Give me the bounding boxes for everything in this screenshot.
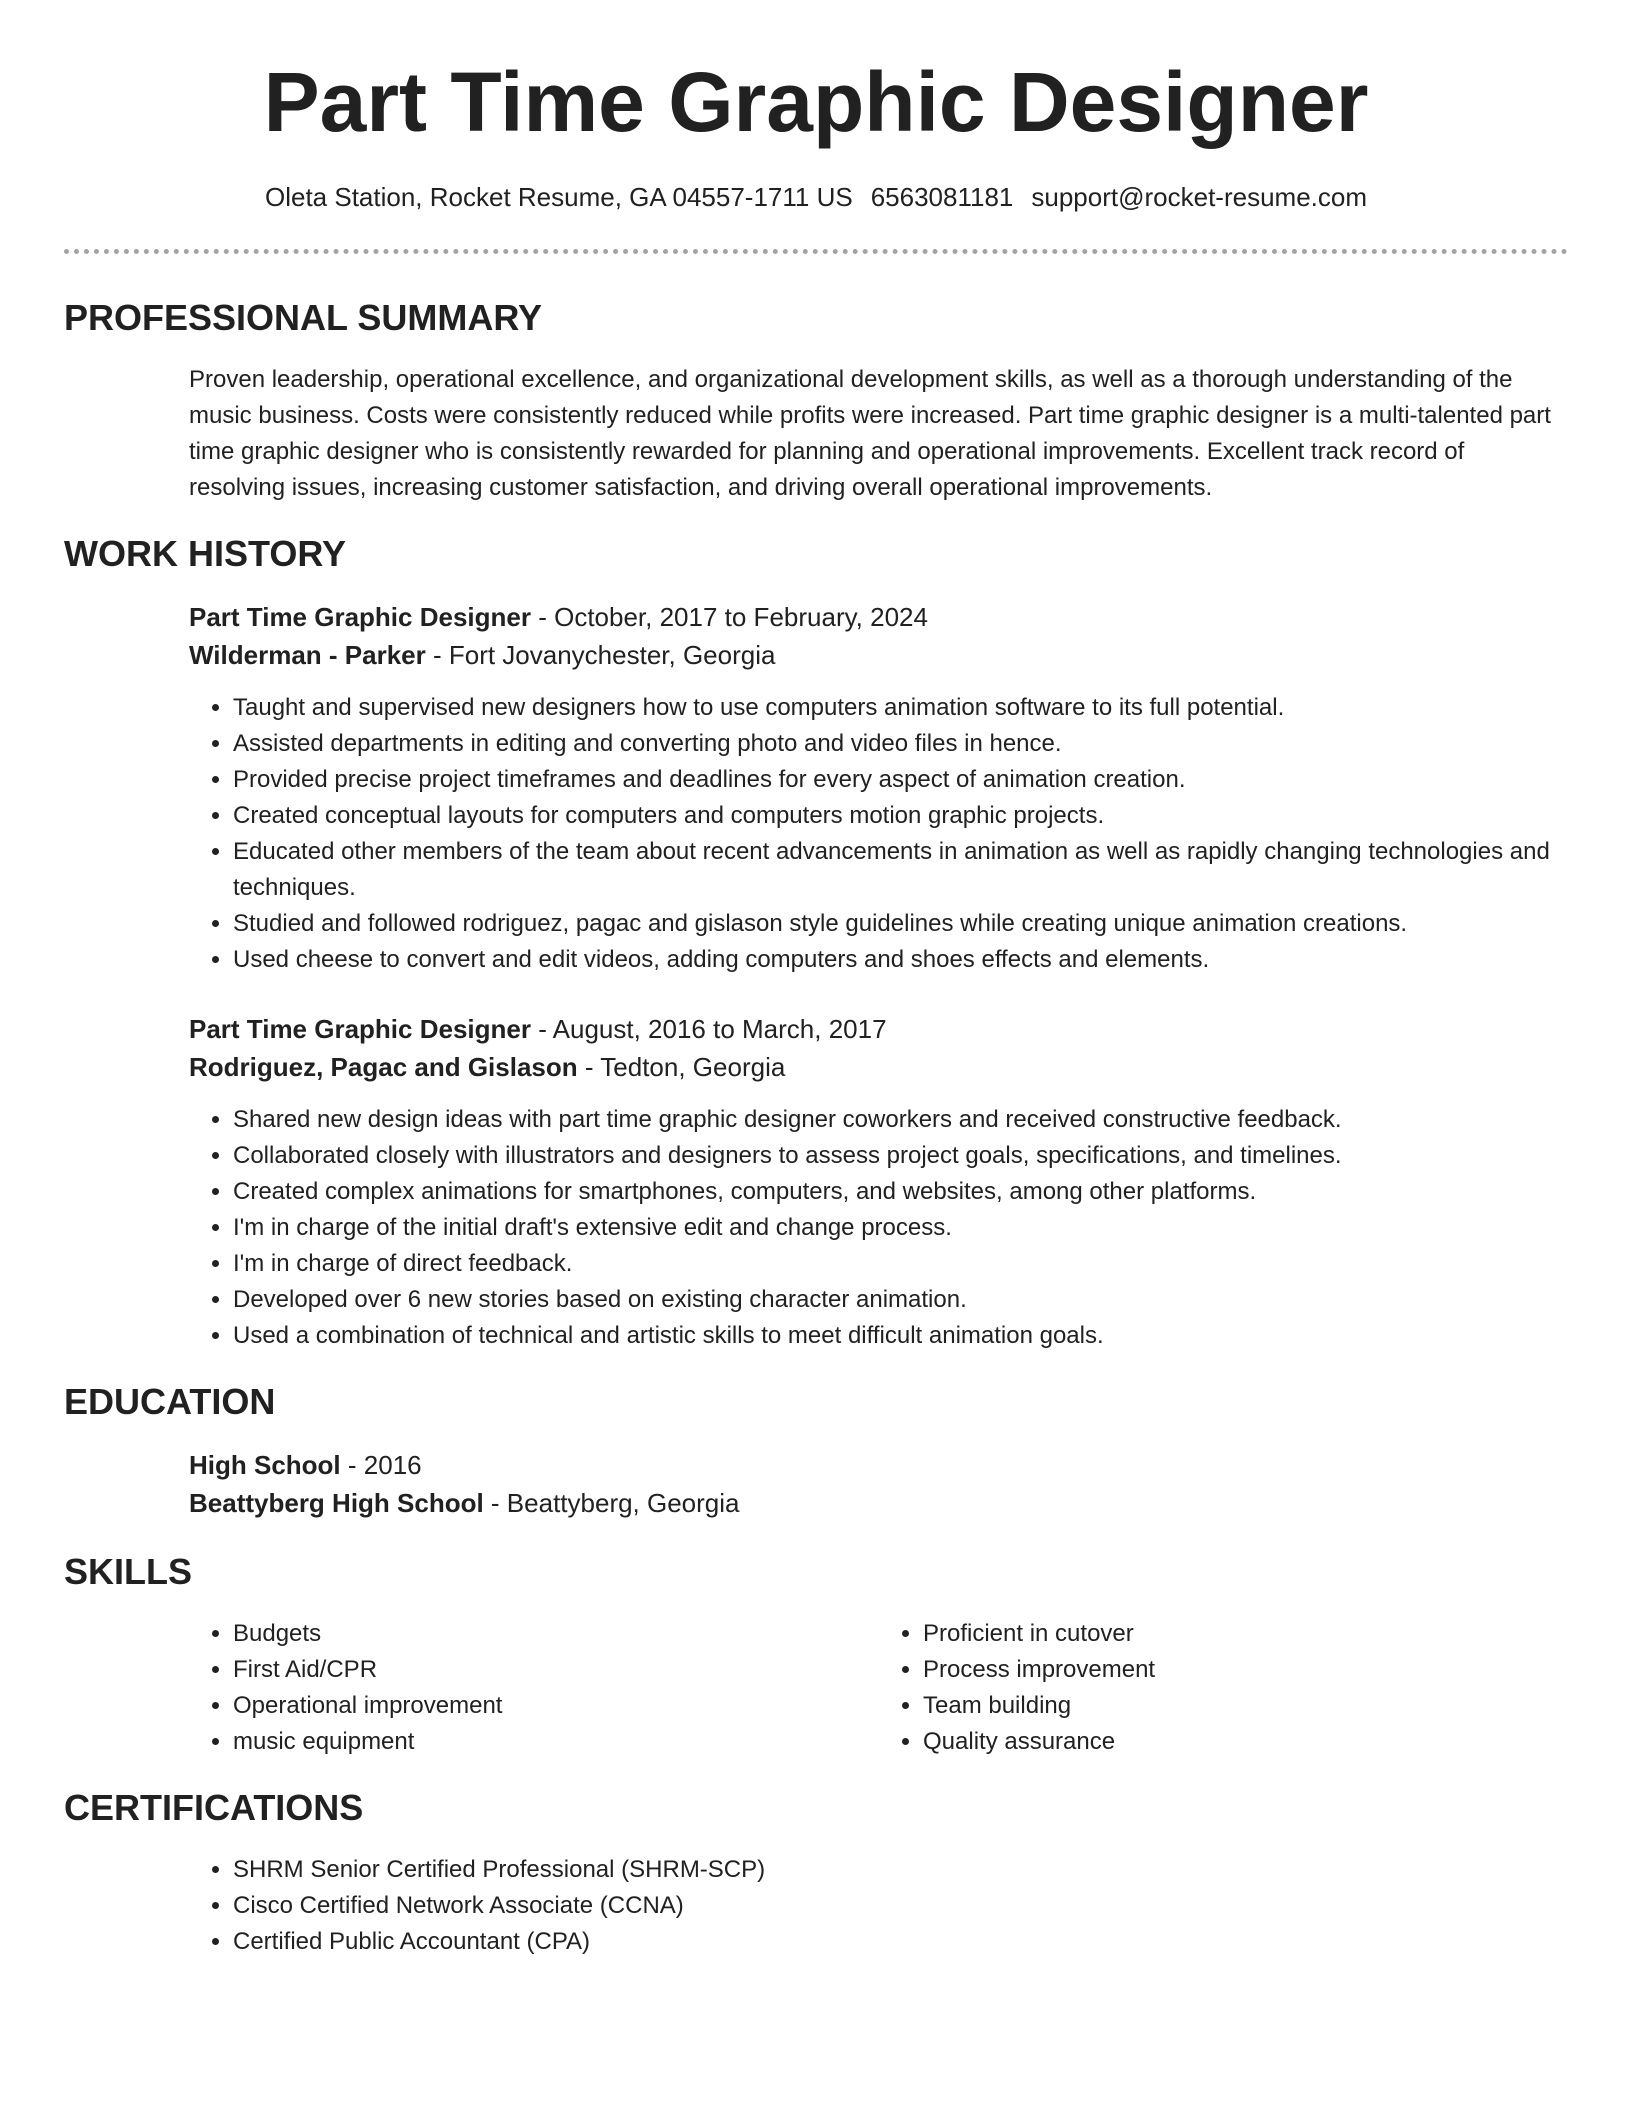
- list-item: • Cisco Certified Network Associate (CCNA): [233, 1888, 1569, 1924]
- job-bullets: [189, 690, 1569, 978]
- section-heading-education: EDUCATION: [64, 1381, 276, 1422]
- job-title-line: [189, 598, 1569, 636]
- list-item: • First Aid/CPR: [233, 1652, 879, 1688]
- skills-list-right: [879, 1616, 1569, 1760]
- contact-address: Oleta Station, Rocket Resume, GA 04557-1711 US: [264, 182, 853, 212]
- job-dates: - October, 2017 to February, 2024: [530, 602, 928, 632]
- list-item: • Team building: [923, 1688, 1569, 1724]
- certifications-list: [189, 1852, 1569, 1960]
- skills-list-left: [189, 1616, 879, 1760]
- contact-info: [0, 180, 1632, 214]
- page-title: Part Time Graphic Designer: [263, 55, 1369, 149]
- list-item: • Collaborated closely with illustrators and designers to assess project goals, specifications, and timelines.: [233, 1138, 1569, 1174]
- list-item: • Created conceptual layouts for computers and computers motion graphic projects.: [233, 798, 1569, 834]
- education-location: - Beattyberg, Georgia: [483, 1488, 740, 1518]
- list-item: • Provided precise project timeframes and deadlines for every aspect of animation creation.: [233, 762, 1569, 798]
- contact-email: support@rocket-resume.com: [1031, 182, 1368, 212]
- section-heading-certifications: CERTIFICATIONS: [64, 1787, 364, 1828]
- list-item: • Developed over 6 new stories based on existing character animation.: [233, 1282, 1569, 1318]
- job-company-line: [189, 636, 1569, 674]
- list-item: • Taught and supervised new designers how to use computers animation software to its full potential.: [233, 690, 1569, 726]
- list-item: • Budgets: [233, 1616, 879, 1652]
- job-bullets: [189, 1102, 1569, 1354]
- job-title-line: [189, 1010, 1569, 1048]
- section-heading-skills: SKILLS: [64, 1551, 193, 1592]
- job-dates: - August, 2016 to March, 2017: [530, 1014, 887, 1044]
- list-item: • Process improvement: [923, 1652, 1569, 1688]
- summary-text: Proven leadership, operational excellence, and organizational development skills, as well as a thorough understanding of the music business. Costs were consistently reduced while profits were increased. Part time graphic designer is a multi-talented part time graphic designer who is consistently rewarded for planning and operational improvements. Excellent track record of resolving issues, increasing customer satisfaction, and driving overall operational improvements.: [189, 366, 1551, 501]
- skills-block: [189, 1616, 1569, 1760]
- education-school-line: [189, 1484, 1569, 1522]
- job-entry: [189, 598, 1569, 978]
- education-school: Beattyberg High School: [189, 1488, 484, 1518]
- job-title: Part Time Graphic Designer: [189, 602, 531, 632]
- list-item: • Certified Public Accountant (CPA): [233, 1924, 1569, 1960]
- list-item: • Operational improvement: [233, 1688, 879, 1724]
- list-item: • Studied and followed rodriguez, pagac and gislason style guidelines while creating unique animation creations.: [233, 906, 1569, 942]
- list-item: • Proficient in cutover: [923, 1616, 1569, 1652]
- header-divider: [64, 249, 1568, 254]
- list-item: • Shared new design ideas with part time graphic designer coworkers and received constructive feedback.: [233, 1102, 1569, 1138]
- list-item: • music equipment: [233, 1724, 879, 1760]
- job-location: - Fort Jovanychester, Georgia: [425, 640, 776, 670]
- list-item: • Created complex animations for smartphones, computers, and websites, among other platforms.: [233, 1174, 1569, 1210]
- contact-phone: 6563081181: [870, 182, 1014, 212]
- education-degree-line: [189, 1446, 1569, 1484]
- education-year: - 2016: [340, 1450, 422, 1480]
- summary-block: [189, 362, 1559, 506]
- list-item: • I'm in charge of direct feedback.: [233, 1246, 1569, 1282]
- job-company: Rodriguez, Pagac and Gislason: [189, 1052, 578, 1082]
- skills-grid: [189, 1616, 1569, 1760]
- job-company-line: [189, 1048, 1569, 1086]
- certifications-block: [189, 1852, 1569, 1960]
- list-item: • SHRM Senior Certified Professional (SHRM-SCP): [233, 1852, 1569, 1888]
- list-item: • Quality assurance: [923, 1724, 1569, 1760]
- list-item: • Educated other members of the team about recent advancements in animation as well as rapidly changing technologies and techniques.: [233, 834, 1569, 906]
- list-item: • Used cheese to convert and edit videos, adding computers and shoes effects and elements.: [233, 942, 1569, 978]
- job-company: Wilderman - Parker: [189, 640, 426, 670]
- education-entry: [189, 1446, 1569, 1522]
- list-item: • Used a combination of technical and artistic skills to meet difficult animation goals.: [233, 1318, 1569, 1354]
- section-heading-summary: PROFESSIONAL SUMMARY: [64, 297, 543, 338]
- list-item: • Assisted departments in editing and converting photo and video files in hence.: [233, 726, 1569, 762]
- education-degree: High School: [189, 1450, 341, 1480]
- list-item: • I'm in charge of the initial draft's extensive edit and change process.: [233, 1210, 1569, 1246]
- job-entry: [189, 1010, 1569, 1354]
- section-heading-work-history: WORK HISTORY: [64, 533, 347, 574]
- job-title: Part Time Graphic Designer: [189, 1014, 531, 1044]
- job-location: - Tedton, Georgia: [577, 1052, 786, 1082]
